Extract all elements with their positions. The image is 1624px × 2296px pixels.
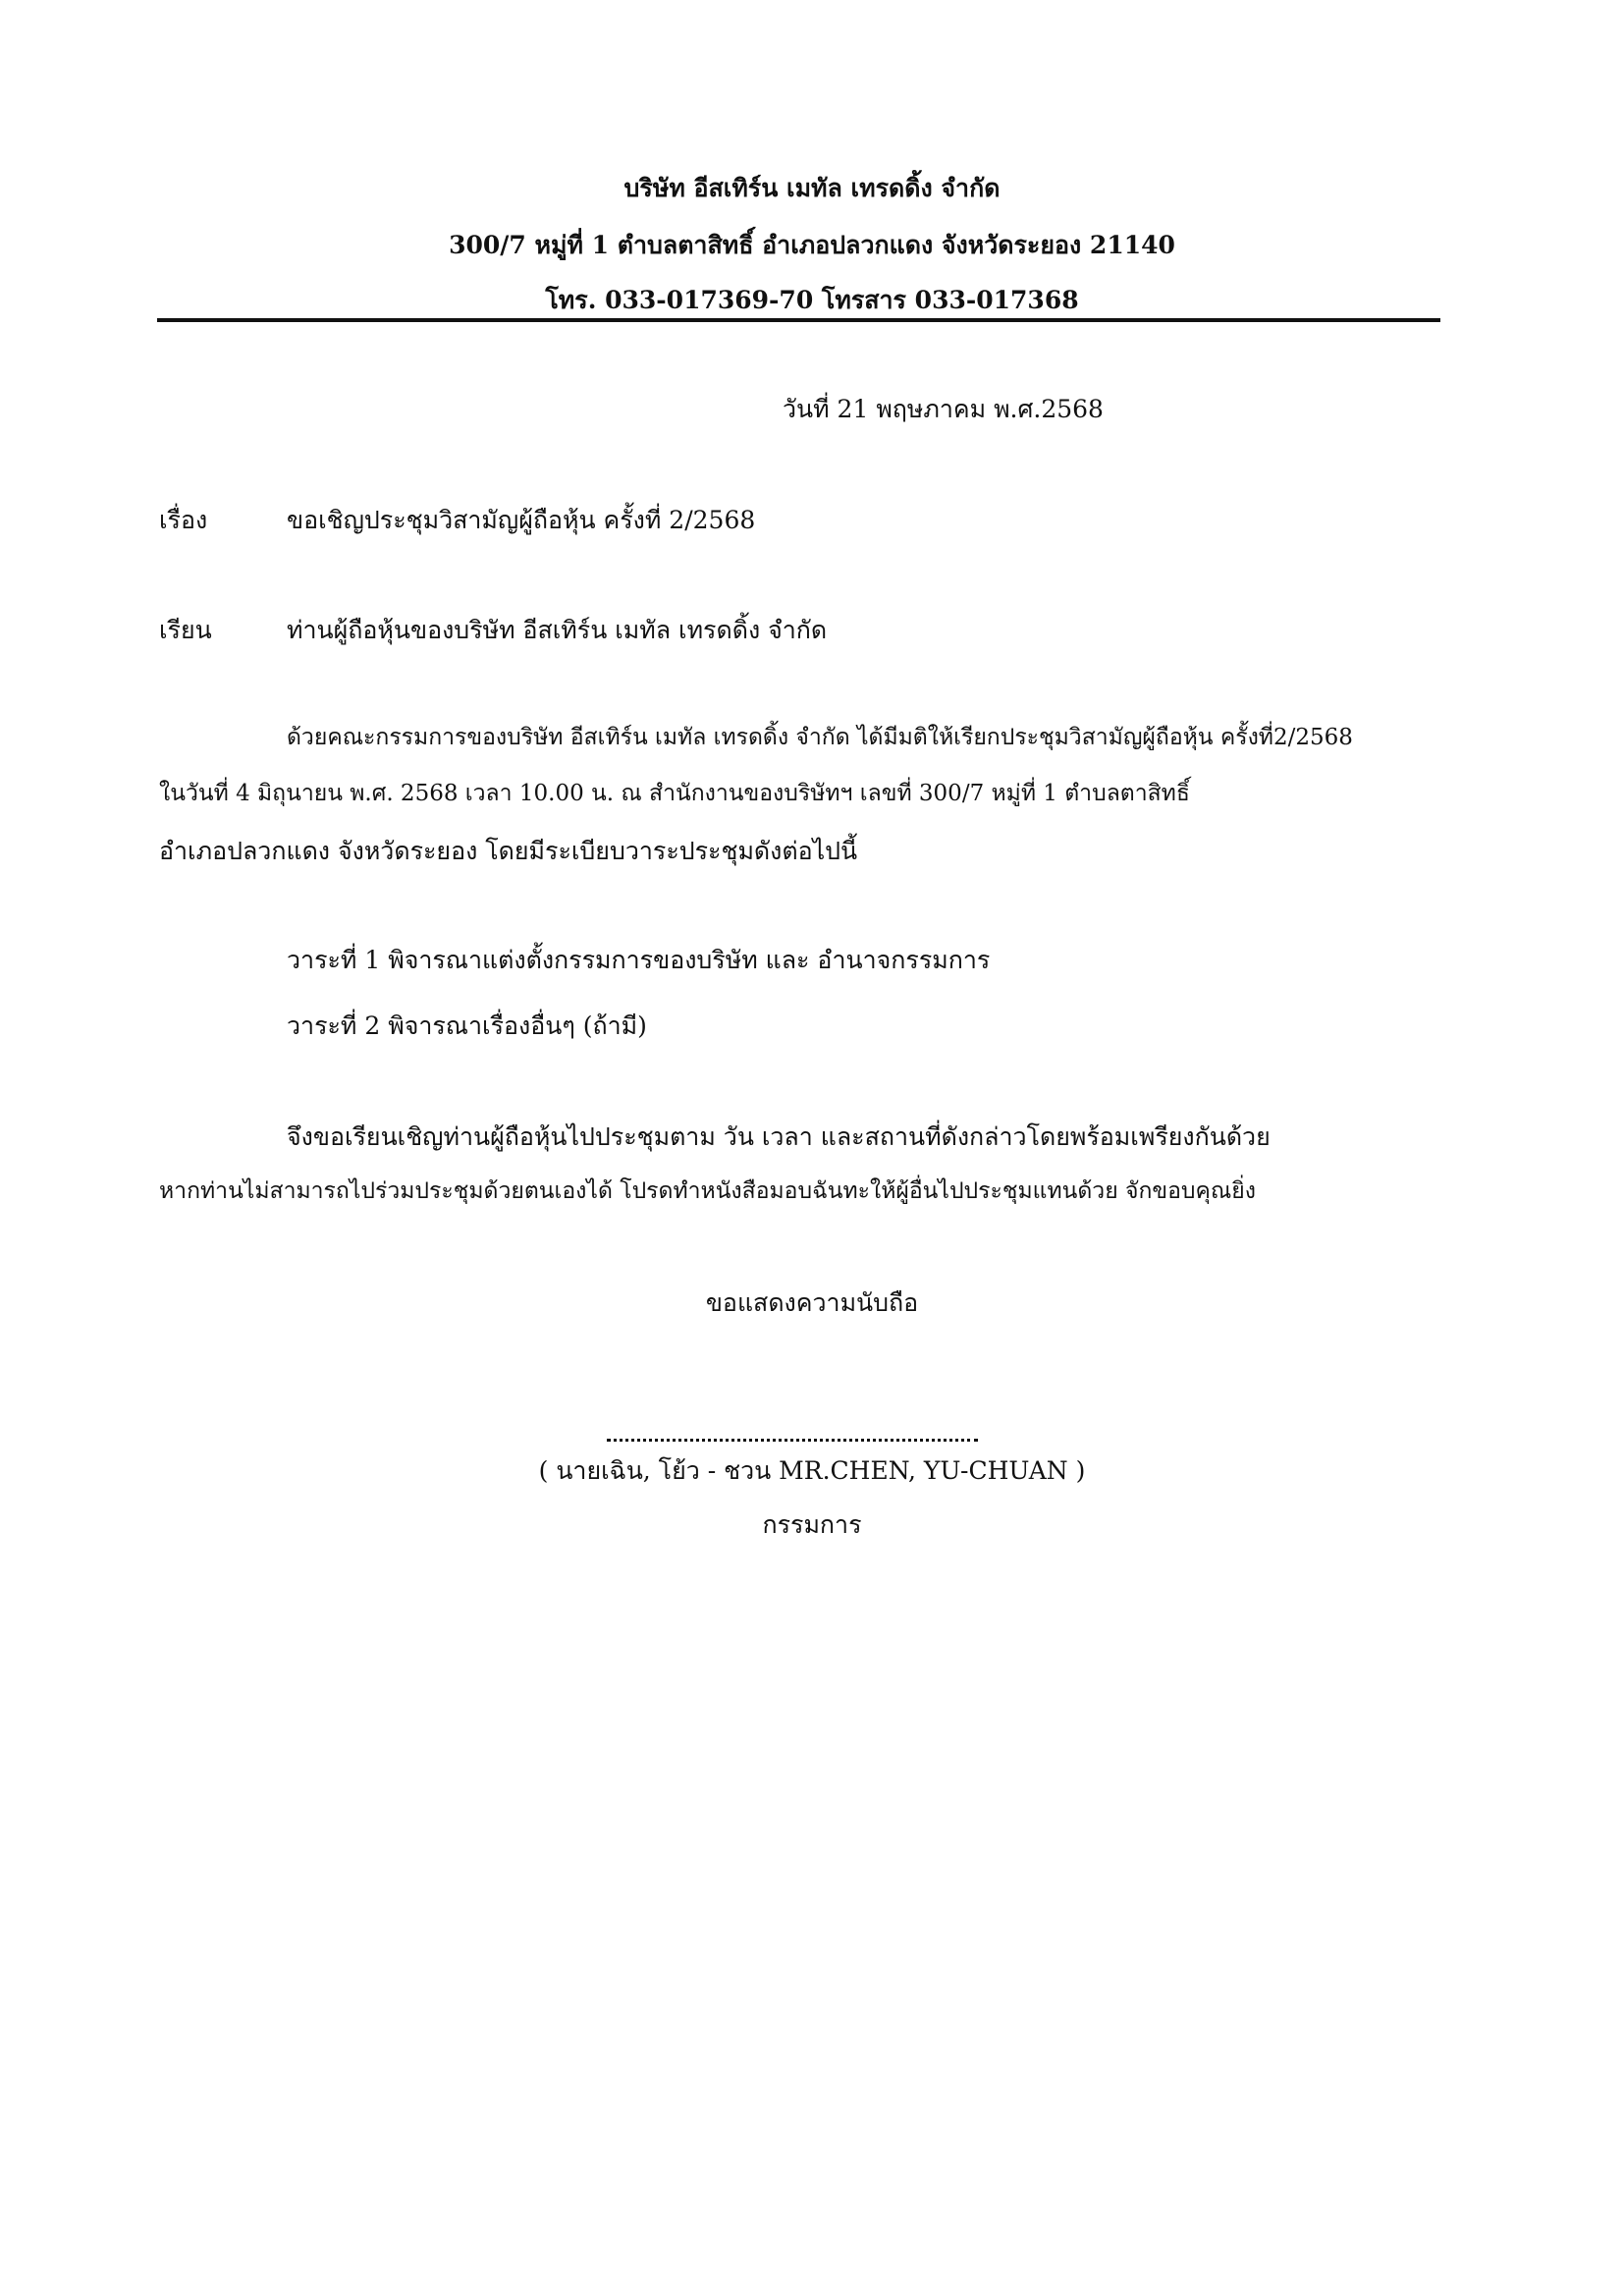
- signatory-name: ( นายเฉิน, โย้ว - ชวน MR.CHEN, YU-CHUAN ): [538, 1456, 1086, 1485]
- paragraph2-line2: หากท่านไม่สามารถไปร่วมประชุมด้วยตนเองได้ โปรดทำหนังสือมอบฉันทะให้ผู้อื่นไปประชุมแทนด้วย จักขอบคุณยิ่ง: [159, 1178, 1256, 1204]
- paragraph1-line1: ด้วยคณะกรรมการของบริษัท อีสเทิร์น เมทัล เทรดดิ้ง จำกัด ได้มีมติให้เรียกประชุมวิสามัญผู้ถือหุ้น ครั้งที่2/2568: [287, 725, 1353, 750]
- company-address: 300/7 หมู่ที่ 1 ตำบลตาสิทธิ์ อำเภอปลวกแดง จังหวัดระยอง 21140: [449, 231, 1175, 259]
- signature-line: [607, 1439, 978, 1445]
- paragraph1-line3: อำเภอปลวกแดง จังหวัดระยอง โดยมีระเบียบวาระประชุมดังต่อไปนี้: [159, 837, 858, 865]
- closing-salutation: ขอแสดงความนับถือ: [705, 1288, 919, 1317]
- paragraph1-line2: ในวันที่ 4 มิถุนายน พ.ศ. 2568 เวลา 10.00 น. ณ สำนักงานของบริษัทฯ เลขที่ 300/7 หมู่ที่ 1 ตำบลตาสิทธิ์: [159, 781, 1190, 806]
- letter-date: วันที่ 21 พฤษภาคม พ.ศ.2568: [783, 395, 1104, 423]
- recipient-text: ท่านผู้ถือหุ้นของบริษัท อีสเทิร์น เมทัล เทรดดิ้ง จำกัด: [287, 616, 828, 644]
- company-contact: โทร. 033-017369-70 โทรสาร 033-017368: [545, 286, 1079, 314]
- recipient-label: เรียน: [159, 616, 212, 644]
- paragraph2-line1: จึงขอเรียนเชิญท่านผู้ถือหุ้นไปประชุมตาม วัน เวลา และสถานที่ดังกล่าวโดยพร้อมเพรียงกันด้วย: [287, 1122, 1271, 1151]
- signatory-title: กรรมการ: [762, 1510, 862, 1539]
- subject-text: ขอเชิญประชุมวิสามัญผู้ถือหุ้น ครั้งที่ 2/2568: [287, 506, 756, 534]
- subject-label: เรื่อง: [159, 506, 208, 534]
- agenda-item-1: วาระที่ 1 พิจารณาแต่งตั้งกรรมการของบริษัท และ อำนาจกรรมการ: [287, 946, 991, 974]
- agenda-item-2: วาระที่ 2 พิจารณาเรื่องอื่นๆ (ถ้ามี): [287, 1011, 647, 1040]
- header-divider: [157, 318, 1440, 322]
- company-name: บริษัท อีสเทิร์น เมทัล เทรดดิ้ง จำกัด: [623, 174, 1001, 202]
